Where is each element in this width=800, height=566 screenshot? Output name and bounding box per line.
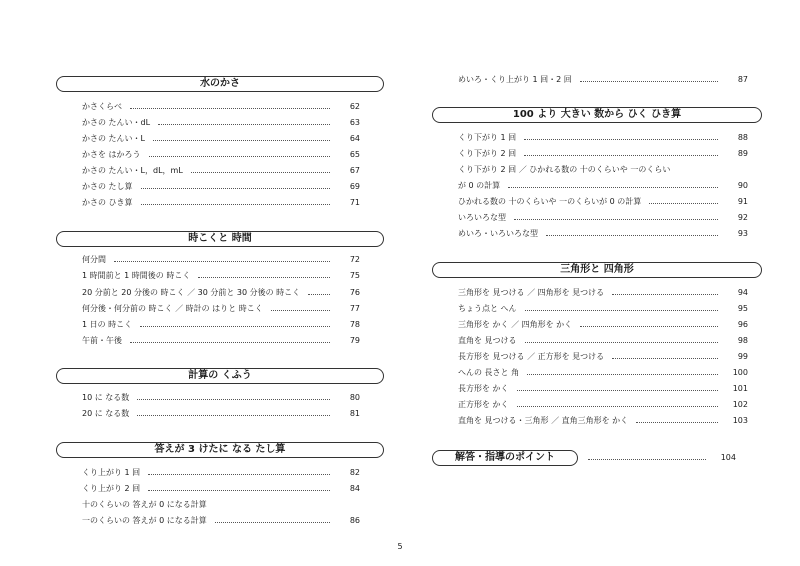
toc-label: 10 に なる数 [82, 393, 130, 402]
toc-label: くり下がり 2 回 [458, 149, 517, 158]
toc-page: 104 [720, 453, 736, 462]
toc-label: 三角形を 見つける ／ 四角形を 見つける [458, 288, 605, 297]
toc-page: 81 [349, 409, 360, 418]
toc-entry[interactable] [82, 466, 360, 480]
toc-label: 一のくらいの 答えが 0 になる計算 [82, 516, 207, 525]
toc-page: 78 [349, 320, 360, 329]
toc-entry[interactable] [458, 334, 748, 348]
toc-entry[interactable] [458, 147, 748, 161]
leader-dots [525, 342, 718, 343]
toc-entry[interactable] [458, 414, 748, 428]
toc-label: 1 日の 時こく [82, 320, 133, 329]
leader-dots [130, 342, 330, 343]
toc-entry[interactable] [458, 318, 748, 332]
leader-dots [153, 140, 330, 141]
toc-label: 直角を 見つける・三角形 ／ 直角三角形を かく [458, 416, 629, 425]
toc-label: 午前・午後 [82, 336, 122, 345]
toc-entry[interactable] [82, 148, 360, 162]
toc-entry[interactable] [458, 227, 748, 241]
toc-entry[interactable] [82, 164, 360, 178]
leader-dots [308, 294, 330, 295]
toc-label: くり上がり 1 回 [82, 468, 141, 477]
toc-label: かさを はかろう [82, 150, 141, 159]
toc-entry[interactable] [458, 179, 748, 193]
toc-page: 88 [737, 133, 748, 142]
leader-dots [130, 108, 330, 109]
leader-dots [140, 326, 330, 327]
toc-entry[interactable] [82, 116, 360, 130]
toc-label: くり下がり 1 回 [458, 133, 517, 142]
toc-entry[interactable] [458, 350, 748, 364]
toc-page: 82 [349, 468, 360, 477]
toc-page: 96 [737, 320, 748, 329]
toc-label: くり下がり 2 回 ／ ひかれる数の 十のくらいや 一のくらい [458, 165, 671, 174]
toc-entry[interactable] [82, 100, 360, 114]
leader-dots [198, 277, 330, 278]
toc-label: 20 に なる数 [82, 409, 130, 418]
leader-dots [514, 219, 718, 220]
toc-entry[interactable] [82, 514, 360, 528]
toc-entry[interactable] [82, 253, 360, 267]
toc-entry[interactable] [458, 163, 748, 177]
leader-dots [524, 139, 718, 140]
leader-dots [517, 406, 718, 407]
toc-entry[interactable] [82, 302, 360, 316]
leader-dots [148, 490, 330, 491]
toc-entry-kaitou[interactable] [588, 451, 736, 465]
leader-dots [141, 188, 330, 189]
toc-label: めいろ・くり上がり 1 回・2 回 [458, 75, 572, 84]
toc-label: 三角形を かく ／ 四角形を かく [458, 320, 573, 329]
toc-label: 長方形を 見つける ／ 正方形を 見つける [458, 352, 605, 361]
toc-entry[interactable] [82, 269, 360, 283]
toc-entry[interactable] [82, 498, 360, 512]
leader-dots [546, 235, 718, 236]
toc-entry[interactable] [82, 180, 360, 194]
toc-entry[interactable] [458, 286, 748, 300]
toc-page: 75 [349, 271, 360, 280]
toc-label: 何分間 [82, 255, 106, 264]
leader-dots [580, 326, 718, 327]
toc-label: ちょう点と へん [458, 304, 517, 313]
leader-dots [517, 390, 718, 391]
toc-entry[interactable] [82, 407, 360, 421]
toc-label: かさの たんい・L [82, 134, 145, 143]
toc-page: 98 [737, 336, 748, 345]
leader-dots [215, 522, 330, 523]
toc-page: 77 [349, 304, 360, 313]
toc-page: 93 [737, 229, 748, 238]
leader-dots [191, 172, 330, 173]
toc-entry[interactable] [82, 318, 360, 332]
toc-entry[interactable] [82, 286, 360, 300]
leader-dots [649, 203, 718, 204]
toc-page: 63 [349, 118, 360, 127]
toc-page: 94 [737, 288, 748, 297]
toc-label: 直角を 見つける [458, 336, 517, 345]
toc-page: 69 [349, 182, 360, 191]
toc-label: へんの 長さと 角 [458, 368, 520, 377]
toc-label: ひかれる数の 十のくらいや 一のくらいが 0 の計算 [458, 197, 642, 206]
toc-page: 103 [732, 416, 748, 425]
leader-dots [588, 459, 706, 460]
toc-label: めいろ・いろいろな型 [458, 229, 538, 238]
page-number: 5 [397, 542, 403, 551]
toc-label: かさの たんい・dL [82, 118, 151, 127]
toc-page: 95 [737, 304, 748, 313]
toc-page: 76 [349, 288, 360, 297]
toc-page: 71 [349, 198, 360, 207]
section-header-jikoku: 時こくと 時間 [56, 231, 384, 247]
leader-dots [141, 204, 330, 205]
leader-dots [137, 415, 330, 416]
toc-entry[interactable] [458, 366, 748, 380]
toc-page: 87 [737, 75, 748, 84]
toc-label: が 0 の計算 [458, 181, 501, 190]
toc-entry[interactable] [82, 482, 360, 496]
section-header-keisan: 計算の くふう [56, 368, 384, 384]
toc-label: かさの ひき算 [82, 198, 133, 207]
toc-label: かさの たし算 [82, 182, 133, 191]
leader-dots [508, 187, 718, 188]
leader-dots [158, 124, 330, 125]
toc-entry[interactable] [82, 391, 360, 405]
toc-label: 1 時間前と 1 時間後の 時こく [82, 271, 191, 280]
toc-page: 89 [737, 149, 748, 158]
toc-page: 80 [349, 393, 360, 402]
section-header-tashizan: 答えが 3 けたに なる たし算 [56, 442, 384, 458]
toc-page: 91 [737, 197, 748, 206]
toc-entry[interactable] [82, 196, 360, 210]
toc-page: 84 [349, 484, 360, 493]
toc-page: 92 [737, 213, 748, 222]
leader-dots [114, 261, 330, 262]
toc-entry[interactable] [458, 73, 748, 87]
toc-label: いろいろな型 [458, 213, 506, 222]
leader-dots [636, 422, 718, 423]
leader-dots [524, 155, 718, 156]
section-header-hikizan: 100 より 大きい 数から ひく ひき算 [432, 107, 762, 123]
leader-dots [137, 399, 330, 400]
leader-dots [612, 294, 718, 295]
leader-dots [149, 156, 330, 157]
toc-entry[interactable] [458, 131, 748, 145]
section-header-kaitou: 解答・指導のポイント [432, 450, 578, 466]
toc-page: 79 [349, 336, 360, 345]
toc-entry[interactable] [458, 211, 748, 225]
leader-dots [527, 374, 718, 375]
section-header-sankaku: 三角形と 四角形 [432, 262, 762, 278]
toc-entry[interactable] [458, 195, 748, 209]
section-header-mizu: 水のかさ [56, 76, 384, 92]
toc-label: 何分後・何分前の 時こく ／ 時計の はりと 時こく [82, 304, 263, 313]
toc-page: 90 [737, 181, 748, 190]
toc-page: 72 [349, 255, 360, 264]
toc-page: 67 [349, 166, 360, 175]
toc-entry[interactable] [458, 382, 748, 396]
toc-label: 十のくらいの 答えが 0 になる計算 [82, 500, 207, 509]
toc-label: かさの たんい・L，dL，mL [82, 166, 183, 175]
toc-entry[interactable] [458, 398, 748, 412]
toc-page: 65 [349, 150, 360, 159]
leader-dots [271, 310, 330, 311]
toc-page: 102 [732, 400, 748, 409]
toc-page: 99 [737, 352, 748, 361]
toc-entry[interactable] [82, 132, 360, 146]
toc-label: 正方形を かく [458, 400, 509, 409]
leader-dots [148, 474, 330, 475]
toc-label: くり上がり 2 回 [82, 484, 141, 493]
toc-label: かさくらべ [82, 102, 122, 111]
toc-page: 100 [732, 368, 748, 377]
toc-label: 20 分前と 20 分後の 時こく ／ 30 分前と 30 分後の 時こく [82, 288, 301, 297]
toc-label: 長方形を かく [458, 384, 509, 393]
toc-page: 64 [349, 134, 360, 143]
toc-page: 101 [732, 384, 748, 393]
leader-dots [612, 358, 718, 359]
toc-entry[interactable] [458, 302, 748, 316]
leader-dots [580, 81, 718, 82]
toc-entry[interactable] [82, 334, 360, 348]
toc-page: 86 [349, 516, 360, 525]
leader-dots [525, 310, 718, 311]
toc-page: 62 [349, 102, 360, 111]
